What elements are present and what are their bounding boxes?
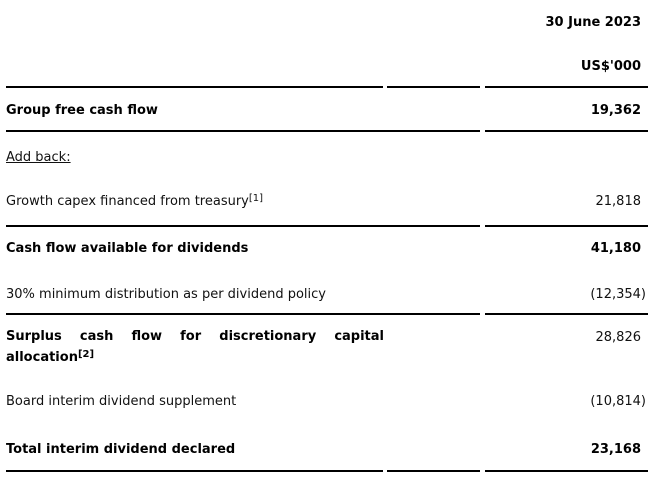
header-rule-label-segment — [6, 86, 383, 88]
footnote-marker-1: [1] — [248, 193, 264, 204]
rule-after-group-fcf-value-segment — [485, 130, 648, 132]
value-surplus-cash-flow: 28,826 — [595, 330, 641, 345]
rule-after-growth-capex-label-segment — [6, 225, 480, 227]
label-growth-capex — [6, 194, 384, 210]
value-total-interim-dividend: 23,168 — [590, 442, 641, 457]
value-minimum-distribution: (12,354) — [590, 287, 646, 302]
value-growth-capex: 21,818 — [595, 194, 641, 209]
row-label-text: Board interim dividend supplement — [6, 394, 237, 409]
value-cash-flow-available: 41,180 — [590, 241, 641, 256]
value-group-free-cash-flow: 19,362 — [590, 103, 641, 118]
rule-after-group-fcf-label-segment — [6, 130, 480, 132]
row-label-text: Growth capex financed from treasury — [6, 194, 249, 209]
row-label-text: Surplus cash flow for discretionary capital allocation — [6, 329, 384, 365]
label-surplus-cash-flow — [6, 326, 384, 368]
bottom-rule-middle-segment — [387, 470, 480, 472]
value-board-interim-supplement: (10,814) — [590, 394, 646, 409]
bottom-rule-value-segment — [485, 470, 648, 472]
row-label-text: Total interim dividend declared — [6, 442, 236, 457]
label-group-free-cash-flow — [6, 103, 384, 119]
row-label-text: Group free cash flow — [6, 103, 158, 118]
header-rule-middle-segment — [387, 86, 480, 88]
row-label-text: 30% minimum distribution as per dividend policy — [6, 287, 326, 302]
footnote-marker-2: [2] — [77, 349, 95, 360]
row-label-text: Add back: — [6, 150, 71, 165]
label-cash-flow-available — [6, 241, 384, 257]
rule-after-min-distribution-value-segment — [485, 313, 648, 315]
row-label-text: Cash flow available for dividends — [6, 241, 249, 256]
label-total-interim-dividend — [6, 442, 384, 458]
header-rule-value-segment — [485, 86, 648, 88]
column-header-currency-unit: US$'000 — [580, 59, 641, 74]
label-board-interim-supplement — [6, 394, 384, 410]
label-add-back — [6, 150, 384, 166]
column-header-date: 30 June 2023 — [545, 15, 641, 30]
label-minimum-distribution — [6, 287, 384, 303]
bottom-rule-label-segment — [6, 470, 383, 472]
rule-after-min-distribution-label-segment — [6, 313, 480, 315]
rule-after-growth-capex-value-segment — [485, 225, 648, 227]
